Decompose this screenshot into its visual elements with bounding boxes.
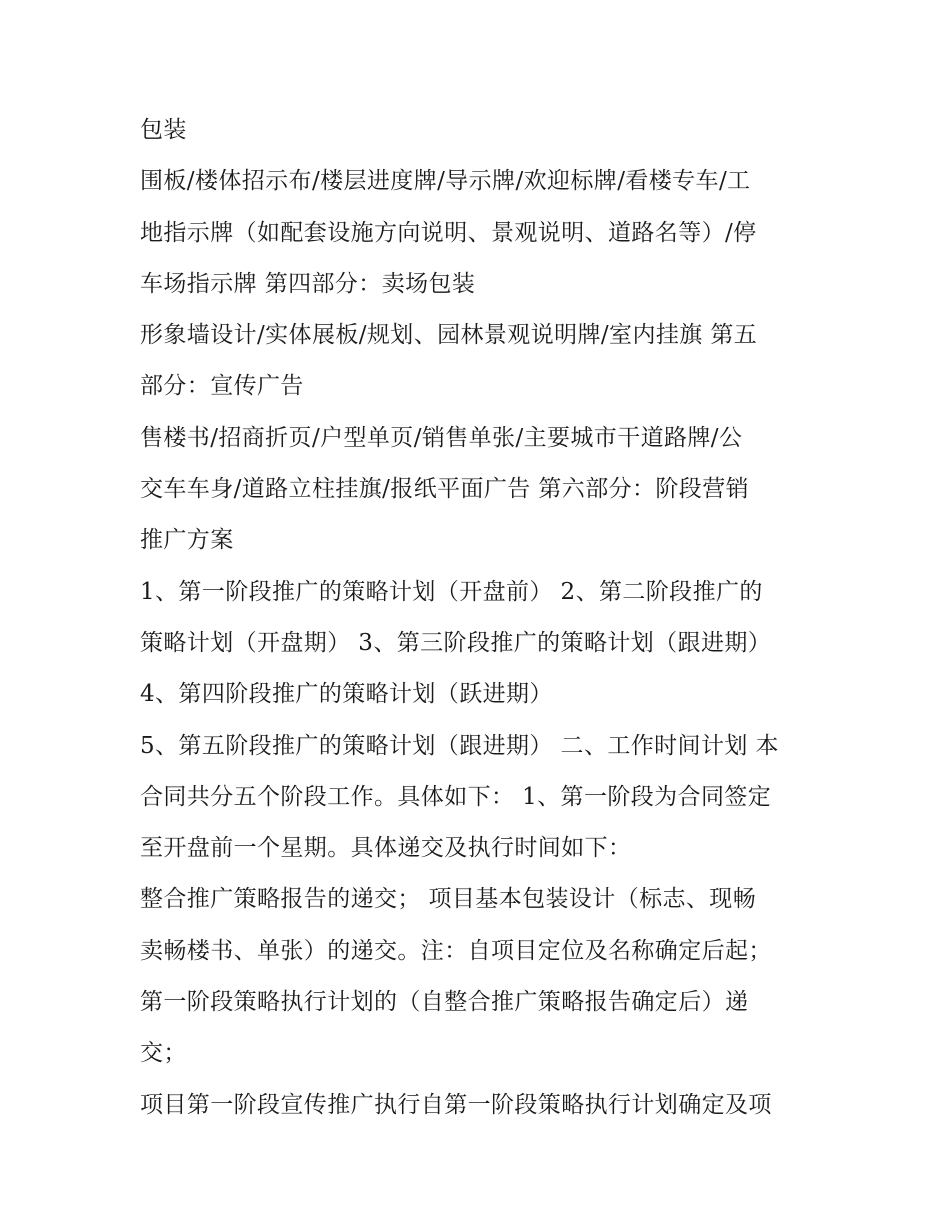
text-line: 包装 [140, 117, 187, 143]
text-line: 项目第一阶段宣传推广执行自第一阶段策略执行计划确定及项 [140, 1091, 772, 1118]
text-line: 至开盘前一个星期。具体递交及执行时间如下： [140, 835, 632, 862]
text-line: 合同共分五个阶段工作。具体如下： 1、第一阶段为合同签定 [140, 783, 772, 810]
text-line: 4、第四阶段推广的策略计划（跃进期） [140, 681, 553, 708]
text-line: 第一阶段策略执行计划的（自整合推广策略报告确定后）递 [140, 989, 749, 1016]
text-line: 围板/楼体招示布/楼层进度牌/导示牌/欢迎标牌/看楼专车/工 [140, 168, 751, 195]
text-line: 推广方案 [140, 527, 234, 554]
text-line: 售楼书/招商折页/户型单页/销售单张/主要城市干道路牌/公 [140, 424, 743, 451]
text-line: 地指示牌（如配套设施方向说明、景观说明、道路名等）/停 [140, 219, 757, 246]
text-line: 卖畅楼书、单张）的递交。注：自项目定位及名称确定后起； [140, 937, 772, 964]
text-line: 交； [140, 1040, 187, 1067]
text-line: 车场指示牌 第四部分：卖场包装 [140, 270, 476, 297]
document-body [140, 108, 820, 1134]
text-line: 部分：宣传广告 [140, 373, 304, 400]
text-line: 5、第五阶段推广的策略计划（跟进期） 二、工作时间计划 本 [140, 732, 779, 759]
text-line: 1、第一阶段推广的策略计划（开盘前） 2、第二阶段推广的 [140, 578, 763, 605]
text-line: 整合推广策略报告的递交； 项目基本包装设计（标志、现畅 [140, 886, 757, 913]
text-line: 交车车身/道路立柱挂旗/报纸平面广告 第六部分：阶段营销 [140, 476, 750, 503]
text-line: 形象墙设计/实体展板/规划、园林景观说明牌/室内挂旗 第五 [140, 322, 758, 349]
text-line: 策略计划（开盘期） 3、第三阶段推广的策略计划（跟进期） [140, 629, 772, 656]
